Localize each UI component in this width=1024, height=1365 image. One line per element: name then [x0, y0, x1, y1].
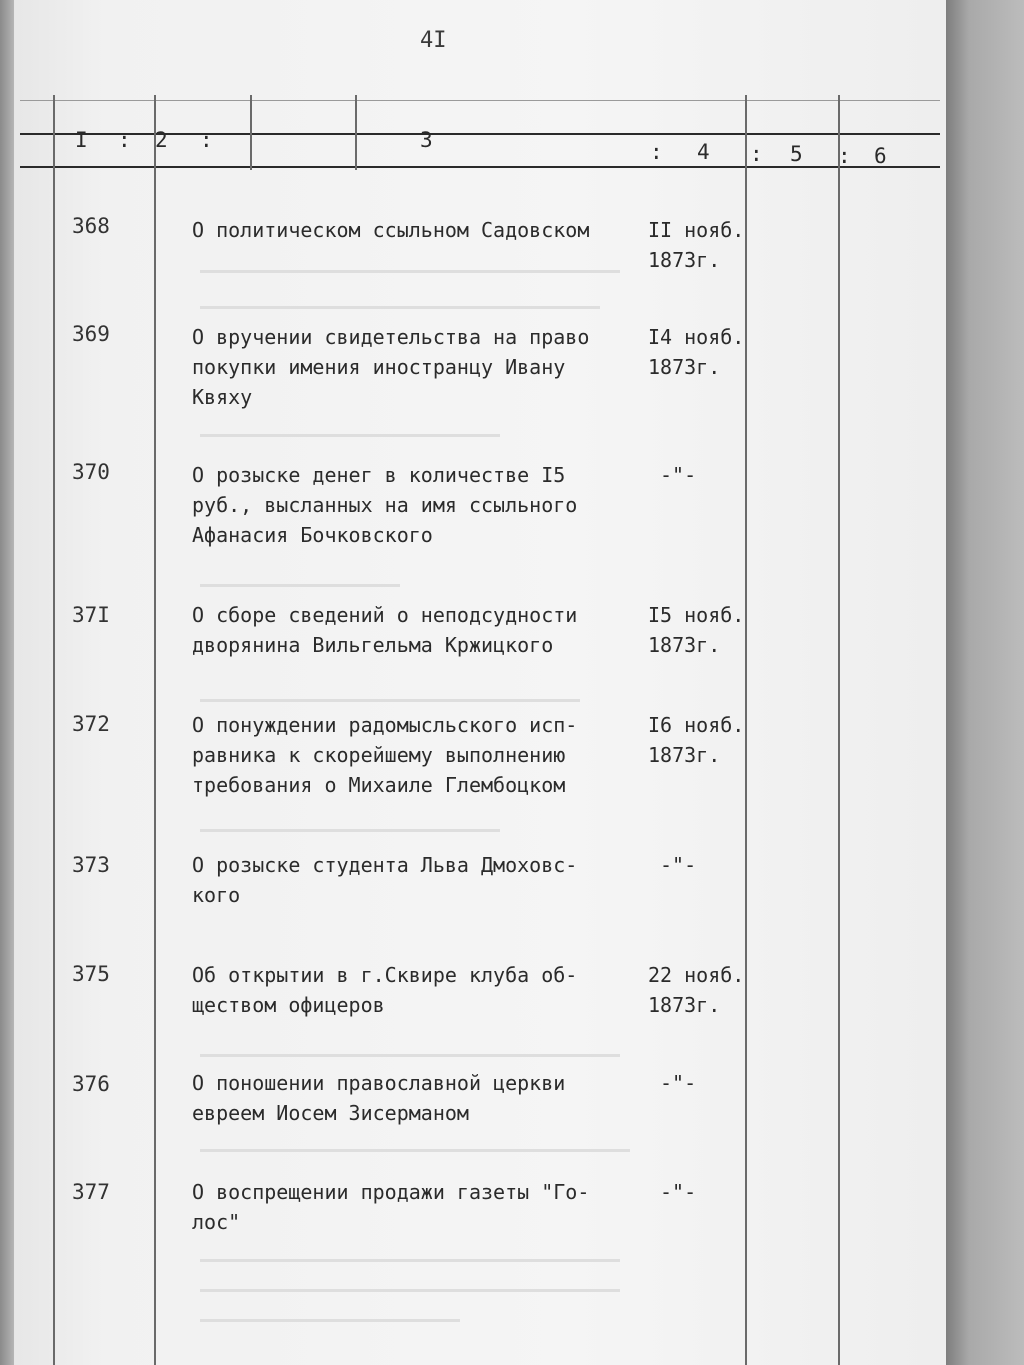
- row-description-line: дворянина Вильгельма Кржицкого: [192, 633, 554, 657]
- column-header-3: 3: [420, 128, 433, 152]
- row-number: 373: [72, 853, 110, 877]
- column-header-sep: :: [118, 128, 131, 152]
- column-header-5: 5: [790, 142, 803, 166]
- row-number: 375: [72, 962, 110, 986]
- row-number: 376: [72, 1072, 110, 1096]
- row-date-line: I5 нояб.: [648, 603, 745, 627]
- column-header-sep: :: [650, 140, 663, 164]
- header-top-rule: [20, 100, 940, 101]
- row-description: [192, 215, 642, 245]
- row-date: [660, 1177, 696, 1207]
- page-number: 4I: [420, 28, 447, 53]
- row-date: [660, 460, 696, 490]
- row-description-line: О вручении свидетельства на право: [192, 325, 590, 349]
- row-date: [648, 600, 744, 660]
- row-date-line: 1873г.: [648, 993, 721, 1017]
- row-date-line: -"-: [660, 463, 697, 487]
- row-description-line: О воспрещении продажи газеты "Го-: [192, 1180, 590, 1204]
- page-binding-edge: [0, 0, 14, 1365]
- page-edge-shadow: [946, 0, 1024, 1365]
- row-date: [648, 322, 744, 382]
- row-description-line: О розыске студента Льва Дмоховс-: [192, 853, 578, 877]
- row-description-line: лос": [192, 1210, 241, 1234]
- row-description-line: Афанасия Бочковского: [192, 523, 433, 547]
- column-divider-2: [154, 95, 156, 1365]
- row-date-line: 1873г.: [648, 743, 721, 767]
- row-description: [192, 322, 642, 412]
- row-date: [648, 960, 744, 1020]
- row-date-line: 1873г.: [648, 633, 721, 657]
- row-date-line: -"-: [660, 1071, 697, 1095]
- row-description-line: кого: [192, 883, 241, 907]
- column-divider-5: [745, 95, 747, 1365]
- row-description-line: О сборе сведений о неподсудности: [192, 603, 578, 627]
- row-description: [192, 710, 642, 800]
- row-date-line: 1873г.: [648, 355, 721, 379]
- column-header-sep: :: [838, 144, 851, 168]
- row-number: 372: [72, 712, 110, 736]
- column-header-6: 6: [874, 144, 887, 168]
- column-divider-3: [250, 95, 252, 170]
- row-description-line: О понуждении радомысльского исп-: [192, 713, 578, 737]
- row-description-line: Квяху: [192, 385, 253, 409]
- row-description-line: руб., высланных на имя ссыльного: [192, 493, 578, 517]
- row-date-line: II нояб.: [648, 218, 745, 242]
- column-header-sep: :: [200, 128, 213, 152]
- row-description-line: О розыске денег в количестве I5: [192, 463, 566, 487]
- row-description: [192, 460, 642, 550]
- row-date: [648, 215, 744, 275]
- row-date-line: 1873г.: [648, 248, 721, 272]
- column-header-sep: :: [750, 142, 763, 166]
- row-description: [192, 960, 642, 1020]
- header-rule-lower: [20, 166, 940, 168]
- document-page: [10, 0, 946, 1365]
- row-date-line: -"-: [660, 1180, 697, 1204]
- column-divider-1: [53, 95, 55, 1365]
- column-header-4: 4: [697, 140, 710, 164]
- column-divider-6: [838, 95, 840, 1365]
- row-number: 370: [72, 460, 110, 484]
- row-description-line: евреем Иосем Зисерманом: [192, 1101, 469, 1125]
- row-description-line: ществом офицеров: [192, 993, 385, 1017]
- row-description: [192, 850, 642, 910]
- row-description: [192, 1068, 642, 1128]
- row-date: [660, 850, 696, 880]
- row-number: 37I: [72, 603, 110, 627]
- row-number: 369: [72, 322, 110, 346]
- row-description-line: требования о Михаиле Глембоцком: [192, 773, 566, 797]
- row-date-line: I4 нояб.: [648, 325, 745, 349]
- row-date-line: I6 нояб.: [648, 713, 745, 737]
- row-description: [192, 600, 642, 660]
- row-date: [648, 710, 744, 770]
- row-description-line: покупки имения иностранцу Ивану: [192, 355, 566, 379]
- row-description-line: Об открытии в г.Сквире клуба об-: [192, 963, 578, 987]
- row-description-line: равника к скорейшему выполнению: [192, 743, 566, 767]
- row-description-line: О поношении православной церкви: [192, 1071, 566, 1095]
- row-number: 377: [72, 1180, 110, 1204]
- row-description-line: О политическом ссыльном Садовском: [192, 218, 590, 242]
- row-description: [192, 1177, 642, 1237]
- row-date: [660, 1068, 696, 1098]
- row-date-line: 22 нояб.: [648, 963, 745, 987]
- column-header-1: I: [75, 128, 88, 152]
- column-divider-4: [355, 95, 357, 170]
- column-header-2: 2: [155, 128, 168, 152]
- row-date-line: -"-: [660, 853, 697, 877]
- row-number: 368: [72, 214, 110, 238]
